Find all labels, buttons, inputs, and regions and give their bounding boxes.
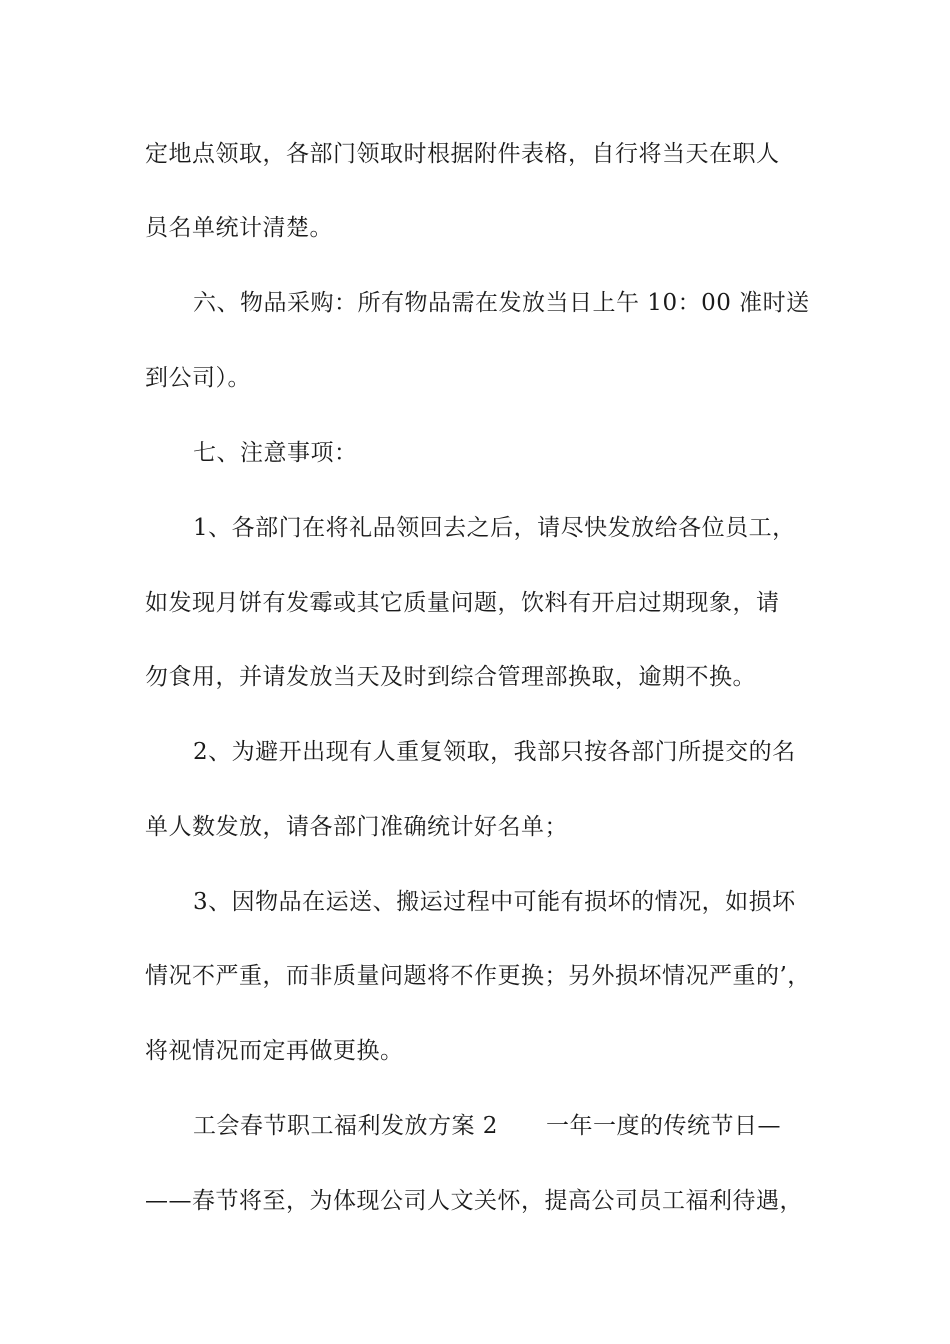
paragraph-line: 勿食用，并请发放当天及时到综合管理部换取，逾期不换。 [145, 664, 756, 690]
paragraph-line: 到公司）。 [145, 365, 251, 391]
note-item-2: 2、为避开出现有人重复领取，我部只按各部门所提交的名 [193, 739, 796, 765]
paragraph-line: 单人数发放，请各部门准确统计好名单； [145, 814, 568, 840]
section-six-line: 六、物品采购：所有物品需在发放当日上午 10：00 准时送 [193, 290, 810, 316]
section-title: 工会春节职工福利发放方案 2 [193, 1113, 498, 1139]
paragraph-line: 员名单统计清楚。 [145, 215, 333, 241]
note-item-1: 1、各部门在将礼品领回去之后，请尽快发放给各位员工， [193, 515, 796, 541]
note-item-3: 3、因物品在运送、搬运过程中可能有损坏的情况，如损坏 [193, 889, 796, 915]
section-intro-text: 一年一度的传统节日— [545, 1113, 781, 1139]
paragraph-line: 如发现月饼有发霉或其它质量问题，饮料有开启过期现象，请 [145, 590, 780, 616]
paragraph-line: 情况不严重，而非质量问题将不作更换；另外损坏情况严重的’， [145, 963, 811, 989]
section-seven-heading: 七、注意事项： [193, 440, 358, 466]
paragraph-line: 定地点领取，各部门领取时根据附件表格，自行将当天在职人 [145, 141, 780, 167]
paragraph-line: 将视情况而定再做更换。 [145, 1038, 404, 1064]
section-heading-line [193, 1110, 873, 1142]
paragraph-line: ——春节将至，为体现公司人文关怀，提高公司员工福利待遇， [145, 1188, 803, 1214]
